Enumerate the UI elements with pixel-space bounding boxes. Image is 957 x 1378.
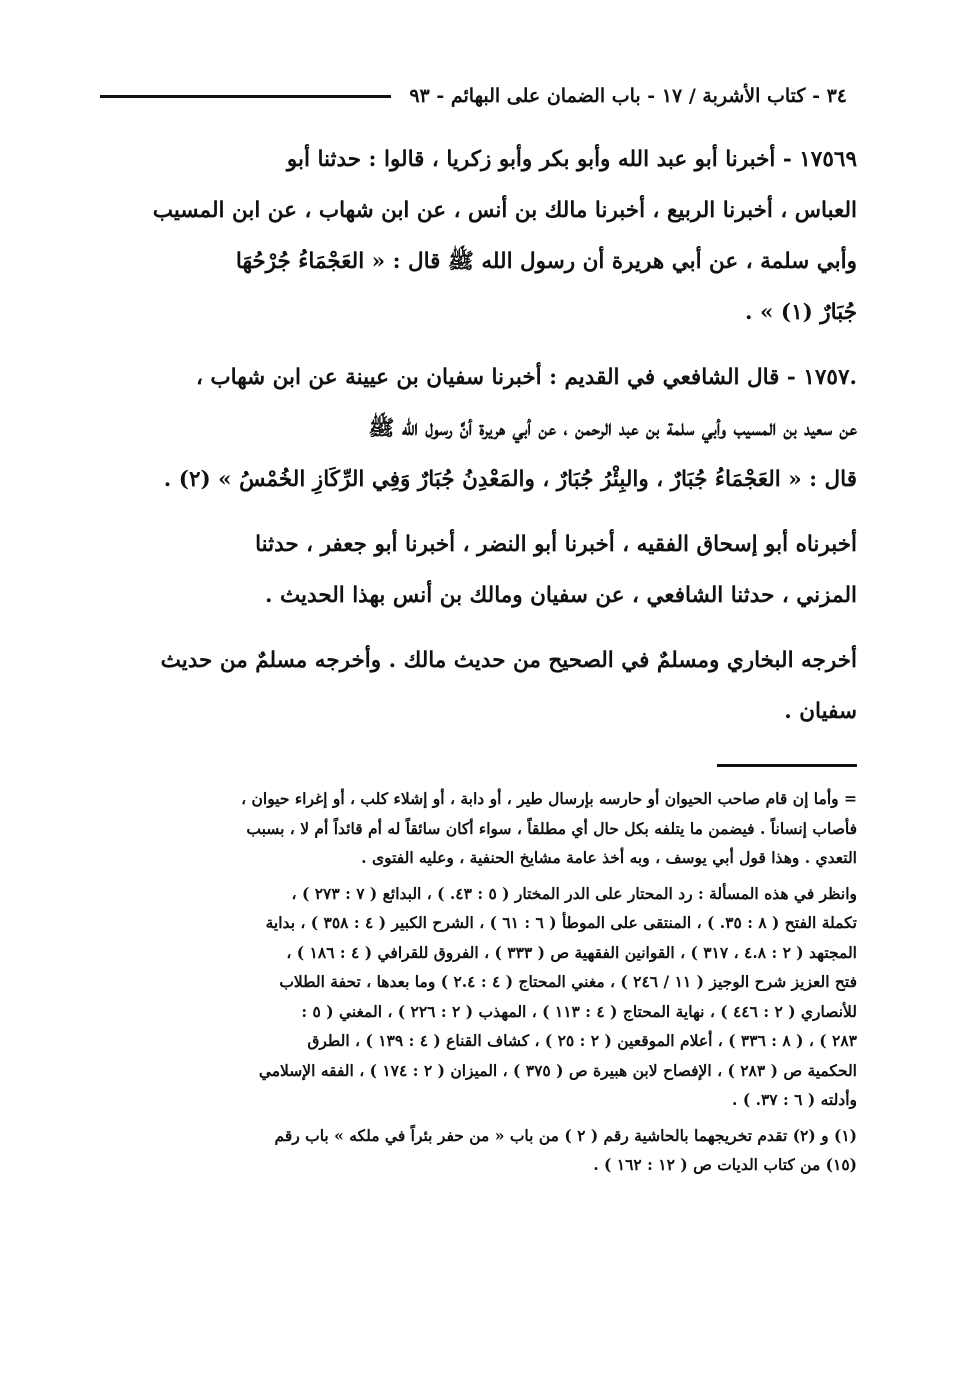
- hadith-17569: [112, 134, 857, 338]
- footnote-line: فتح العزيز شرح الوجيز ( ١١ / ٢٤٦ ) ، مغني المحتاج ( ٤ : ٢.٤ ) وما بعدها ، تحفة الطلاب: [279, 972, 857, 991]
- text-line: .١٧٥٧ - قال الشافعي في القديم : أخبرنا سفيان بن عيينة عن ابن شهاب ،: [195, 365, 857, 390]
- footnotes: [112, 784, 857, 1186]
- main-text: [112, 134, 857, 751]
- footnote-continuation: [112, 784, 857, 873]
- running-header: [100, 78, 847, 114]
- text-line: المزني ، حدثنا الشافعي ، عن سفيان ومالك بن أنس بهذا الحديث .: [264, 583, 857, 608]
- footnote-separator: [717, 764, 857, 767]
- footnote-line: وانظر في هذه المسألة : رد المحتار على الدر المختار ( ٥ : ٤٣. ) ، البدائع ( ٧ : ٢٧٣ ) ،: [291, 883, 857, 903]
- footnote-line: للأنصاري ( ٢ : ٤٤٦ ) ، نهاية المحتاج ( ٤ : ١١٣ ) ، المهذب ( ٢ : ٢٢٦ ) ، المغني ( ٥ :: [301, 1001, 857, 1021]
- text-line: قال : « العَجْمَاءُ جُبَارٌ ، والبِئْرُ جُبَارٌ ، والمَعْدِنُ جُبَارٌ وَفِي الرِّكَازِ الخُمْسُ » (٢) .: [163, 467, 857, 492]
- text-line: العباس ، أخبرنا الربيع ، أخبرنا مالك بن أنس ، عن ابن شهاب ، عن ابن المسيب: [152, 198, 857, 223]
- footnote-line: الحكمية ص ( ٢٨٣ ) ، الإفصاح لابن هبيرة ص ( ٣٧٥ ) ، الميزان ( ٢ : ١٧٤ ) ، الفقه الإسلامي: [258, 1060, 857, 1080]
- footnote-line: المجتهد ( ٢ : ٤.٨ ، ٣١٧ ) ، القوانين الفقهية ص ( ٣٣٣ ) ، الفروق للقرافي ( ٤ : ١٨٦ ) ،: [286, 942, 857, 962]
- footnote-1-2: [112, 1121, 857, 1180]
- isnad-paragraph: [112, 519, 857, 621]
- running-header-text: ٣٤ - كتاب الأشربة / ١٧ - باب الضمان على البهائم - ٩٣: [409, 85, 847, 107]
- footnote-line: ٢٨٣ ) ، ( ٨ : ٣٣٦ ) ، أعلام الموقعين ( ٢ : ٢٥ ) ، كشاف القناع ( ٤ : ١٣٩ ) ، الطرق: [307, 1031, 857, 1050]
- footnote-line: = وأما إن قام صاحب الحيوان أو حارسه بإرسال طير ، أو دابة ، أو إشلاء كلب ، أو إغراء حيوان ،: [241, 789, 857, 808]
- text-line: سفيان .: [784, 699, 857, 724]
- takhrij-paragraph: [112, 635, 857, 737]
- hadith-1757: [112, 352, 857, 505]
- footnote-line: التعدي . وهذا قول أبي يوسف ، وبه أخذ عامة مشايخ الحنفية ، وعليه الفتوى .: [361, 848, 857, 867]
- footnote-line: تكملة الفتح ( ٨ : ٣٥. ) ، المنتقى على الموطأ ( ٦ : ٦١ ) ، الشرح الكبير ( ٤ : ٣٥٨ ) ، بداية: [265, 913, 857, 932]
- footnote-references: [112, 879, 857, 1115]
- text-line: عن سعيد بن المسيب وأبي سلمة بن عبد الرحمن ، عن أبي هريرة أنَّ رسول الله ﷺ: [368, 416, 857, 441]
- footnote-line: فأصاب إنساناً . فيضمن ما يتلفه بكل حال أي مطلقاً ، سواء أكان سائقاً له أم قائداً أم لا ، بسبب: [246, 818, 857, 838]
- footnote-line: (١٥) من كتاب الديات ص ( ١٢ : ١٦٢ ) .: [593, 1155, 857, 1174]
- text-line: أخرجه البخاري ومسلمٌ في الصحيح من حديث مالك . وأخرجه مسلمٌ من حديث: [160, 648, 857, 673]
- text-line: جُبَارٌ (١) » .: [744, 300, 857, 325]
- text-line: ١٧٥٦٩ - أخبرنا أبو عبد الله وأبو بكر وأبو زكريا ، قالوا : حدثنا أبو: [286, 147, 857, 172]
- footnote-line: وأدلته ( ٦ : ٣٧. ) .: [732, 1090, 857, 1109]
- footnote-line: (١) و (٢) تقدم تخريجهما بالحاشية رقم ( ٢ ) من باب « من حفر بئراً في ملكه » باب رقم: [274, 1125, 857, 1145]
- text-line: أخبرناه أبو إسحاق الفقيه ، أخبرنا أبو النضر ، أخبرنا أبو جعفر ، حدثنا: [255, 532, 857, 557]
- header-rule: [100, 95, 391, 98]
- text-line: وأبي سلمة ، عن أبي هريرة أن رسول الله ﷺ قال : « العَجْمَاءُ جُرْحُهَا: [235, 249, 857, 274]
